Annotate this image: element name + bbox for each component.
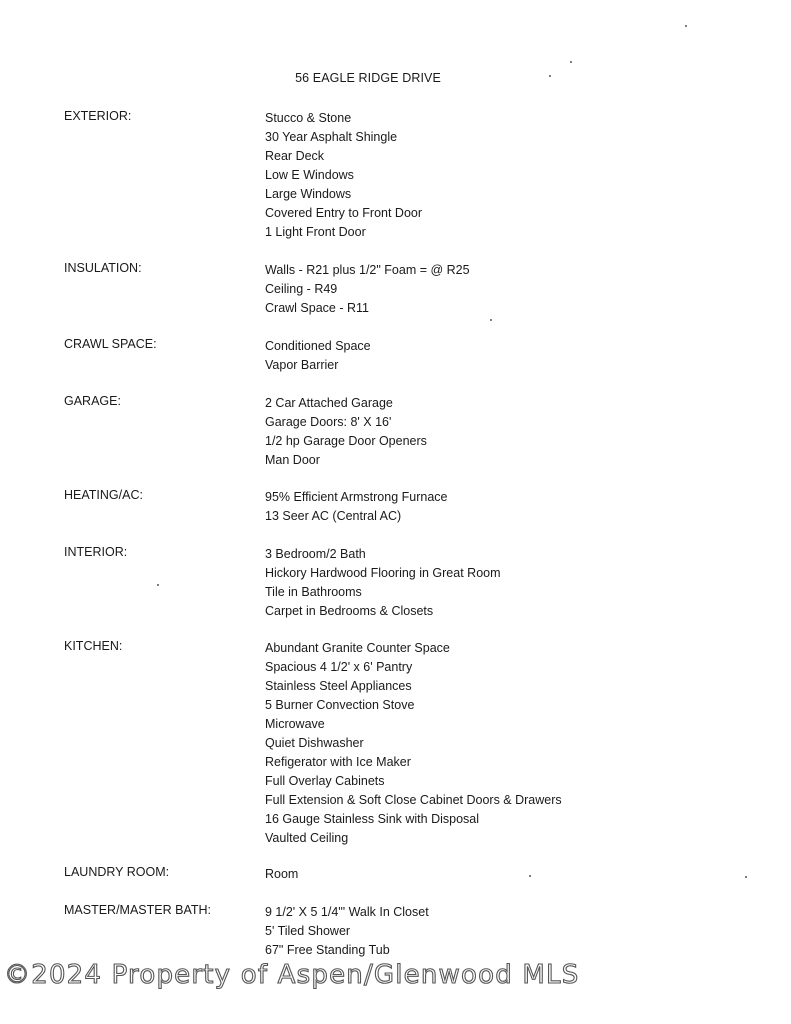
- section-item: 9 1/2' X 5 1/4'" Walk In Closet: [265, 905, 429, 919]
- section-item: Refigerator with Ice Maker: [265, 755, 411, 769]
- scan-speck: [157, 584, 159, 586]
- section-label: INSULATION:: [64, 261, 142, 275]
- section-item: 16 Gauge Stainless Sink with Disposal: [265, 812, 480, 826]
- section-item: Room: [265, 867, 299, 881]
- section-item: Vapor Barrier: [265, 358, 339, 372]
- section-item: 13 Seer AC (Central AC): [265, 509, 402, 523]
- section-item: Large Windows: [265, 187, 352, 201]
- section-item: Crawl Space - R11: [265, 301, 369, 315]
- section-item: Quiet Dishwasher: [265, 736, 364, 750]
- section-item-list: [265, 545, 501, 621]
- section-item: Vaulted Ceiling: [265, 831, 349, 845]
- section-item-list: [265, 639, 562, 848]
- section-item: Microwave: [265, 717, 325, 731]
- section-item: 5 Burner Convection Stove: [265, 698, 415, 712]
- section-item: Conditioned Space: [265, 339, 371, 353]
- document-title: 56 EAGLE RIDGE DRIVE: [295, 71, 441, 85]
- section-item-list: [265, 865, 298, 884]
- section-item-list: [265, 337, 371, 375]
- section-label: KITCHEN:: [64, 639, 123, 653]
- section-item: Full Overlay Cabinets: [265, 774, 385, 788]
- section-item: Ceiling - R49: [265, 282, 338, 296]
- section-label: EXTERIOR:: [64, 109, 132, 123]
- section-item-list: [265, 109, 422, 242]
- section-item: Spacious 4 1/2' x 6' Pantry: [265, 660, 413, 674]
- section-label: MASTER/MASTER BATH:: [64, 903, 212, 917]
- section-item: Full Extension & Soft Close Cabinet Doors & Drawers: [265, 793, 562, 807]
- scan-speck: [570, 61, 572, 63]
- section-label: LAUNDRY ROOM:: [64, 865, 170, 879]
- section-item: Rear Deck: [265, 149, 325, 163]
- section-item: Stainless Steel Appliances: [265, 679, 412, 693]
- section-item: 95% Efficient Armstrong Furnace: [265, 490, 448, 504]
- section-item-list: [265, 903, 429, 960]
- section-item: Low E Windows: [265, 168, 354, 182]
- scan-speck: [745, 876, 747, 878]
- section-label: CRAWL SPACE:: [64, 337, 157, 351]
- section-item-list: [265, 488, 448, 526]
- scan-speck: [685, 25, 687, 27]
- section-item: Abundant Granite Counter Space: [265, 641, 450, 655]
- section-item: 1 Light Front Door: [265, 225, 366, 239]
- section-item-list: [265, 394, 427, 470]
- section-item: 2 Car Attached Garage: [265, 396, 393, 410]
- section-label: HEATING/AC:: [64, 488, 143, 502]
- scan-speck: [490, 319, 492, 321]
- section-label: GARAGE:: [64, 394, 121, 408]
- section-item: 3 Bedroom/2 Bath: [265, 547, 366, 561]
- section-item: Covered Entry to Front Door: [265, 206, 423, 220]
- section-item: 5' Tiled Shower: [265, 924, 351, 938]
- scan-speck: [529, 875, 531, 877]
- section-item: Garage Doors: 8' X 16': [265, 415, 392, 429]
- copyright-watermark: ©2024 Property of Aspen/Glenwood MLS: [4, 960, 580, 990]
- section-item: Hickory Hardwood Flooring in Great Room: [265, 566, 501, 580]
- section-item: 1/2 hp Garage Door Openers: [265, 434, 427, 448]
- section-item: Walls - R21 plus 1/2" Foam = @ R25: [265, 263, 470, 277]
- section-item: Man Door: [265, 453, 320, 467]
- section-item: Stucco & Stone: [265, 111, 352, 125]
- scan-speck: [549, 75, 551, 77]
- section-item: 30 Year Asphalt Shingle: [265, 130, 398, 144]
- section-item: 67" Free Standing Tub: [265, 943, 390, 957]
- section-item: Carpet in Bedrooms & Closets: [265, 604, 434, 618]
- section-item: Tile in Bathrooms: [265, 585, 362, 599]
- section-item-list: [265, 261, 470, 318]
- section-label: INTERIOR:: [64, 545, 128, 559]
